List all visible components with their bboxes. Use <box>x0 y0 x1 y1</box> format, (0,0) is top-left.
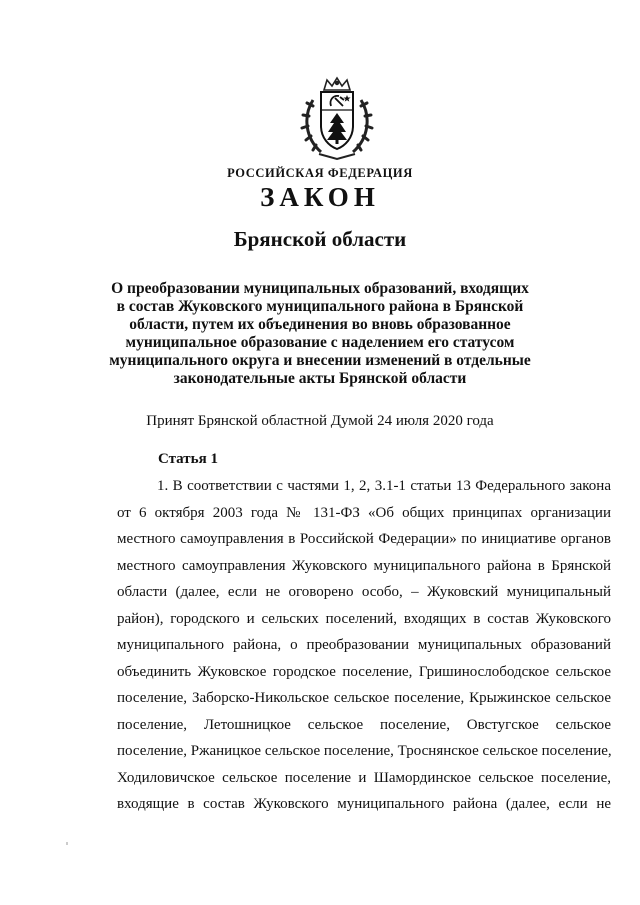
article-line: поселение, Заборско-Никольское сельское поселение, Крыжинское сельское <box>117 690 611 706</box>
law-title-line: области, путем их объединения во вновь образованное <box>129 316 511 333</box>
country-name: РОССИЙСКАЯ ФЕДЕРАЦИЯ <box>227 166 413 180</box>
law-title-line: О преобразовании муниципальных образований, входящих <box>111 280 529 297</box>
article-line: местного самоуправления в Российской Федерации» по инициативе органов <box>117 531 611 547</box>
region-name: Брянской области <box>233 227 407 251</box>
article-line: Ходиловичское сельское поселение и Шамординское сельское поселение, <box>117 769 611 786</box>
article-body <box>117 478 611 823</box>
law-title-line: в состав Жуковского муниципального района в Брянской <box>116 298 524 315</box>
article-line: входящие в состав Жуковского муниципального района (далее, если не <box>117 796 611 812</box>
law-title-line: муниципальное образование с наделением его статусом <box>125 334 515 351</box>
article-line: поселение, Ржаницкое сельское поселение, Троснянское сельское поселение, <box>117 743 612 759</box>
article-line: объединить Жуковское городское поселение, Гришинослободское сельское <box>117 663 611 680</box>
bryansk-coat-of-arms-icon <box>299 76 375 162</box>
law-title-line: муниципального округа и внесении изменений в отдельные <box>109 352 531 369</box>
article-line: области (далее, если не оговорено особо, – Жуковский муниципальный <box>117 584 611 600</box>
article-line: 1. В соответствии с частями 1, 2, 3.1-1 статьи 13 Федерального закона <box>157 478 611 494</box>
scan-speck <box>66 842 68 845</box>
article-line: поселение, Летошницкое сельское поселение, Овстугское сельское <box>117 716 611 733</box>
article-line: район), городского и сельских поселений, входящих в состав Жуковского <box>117 610 611 627</box>
law-title <box>0 280 640 388</box>
law-title-line: законодательные акты Брянской области <box>173 370 467 387</box>
article-line: от 6 октября 2003 года № 131-ФЗ «Об общих принципах организации <box>117 504 611 521</box>
article-line: местного самоуправления Жуковского муниципального района в Брянской <box>117 557 611 574</box>
article-heading: Статья 1 <box>158 451 218 467</box>
adoption-date: Принят Брянской областной Думой 24 июля 2020 года <box>146 413 494 429</box>
document-type: ЗАКОН <box>260 182 380 212</box>
article-line: муниципального района, о преобразовании муниципальных образований <box>117 637 611 653</box>
